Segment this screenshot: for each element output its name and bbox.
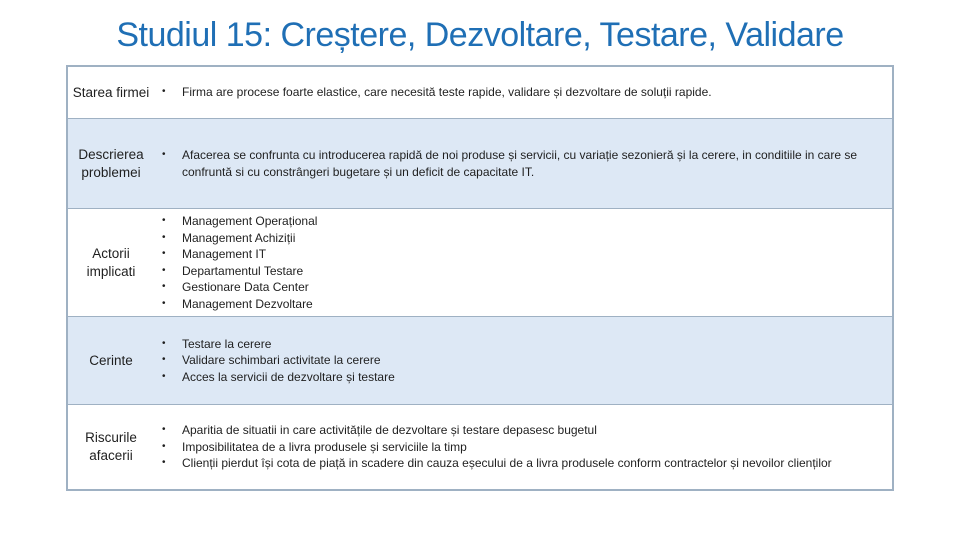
bullet-icon: • — [162, 457, 166, 469]
bullet-icon: • — [162, 248, 166, 259]
row-label: Starea firmei — [72, 84, 150, 100]
bullet-icon: • — [162, 440, 166, 452]
row-content — [154, 67, 892, 118]
row-content — [154, 209, 892, 316]
bullet-icon: • — [162, 297, 166, 309]
table-row-cerinte — [68, 317, 892, 405]
bullet-icon: • — [162, 215, 166, 226]
list-item: • Afacerea se confrunta cu introducerea rapidă de noi produse și servicii, cu variație sezonieră și la cerere, in conditiile in care se confruntă si cu constrângeri bugetare și un deficit de capacitate IT. — [154, 147, 884, 180]
row-content — [154, 405, 892, 489]
list-item: • Gestionare Data Center — [154, 279, 884, 296]
bullet-icon: • — [162, 149, 166, 160]
bullet-icon: • — [162, 281, 166, 292]
table-row-actorii-implicati — [68, 209, 892, 317]
list-item: • Testare la cerere — [154, 336, 884, 353]
bullet-icon: • — [162, 370, 166, 382]
slide-title: Studiul 15: Creștere, Dezvoltare, Testare, Validare — [116, 16, 844, 54]
list-item: • Imposibilitatea de a livra produsele și serviciile la timp — [154, 439, 884, 456]
table-row-riscurile-afacerii — [68, 405, 892, 489]
bullet-icon: • — [162, 264, 166, 276]
bullet-icon: • — [162, 354, 166, 366]
table-row-starea-firmei — [68, 67, 892, 119]
bullet-icon: • — [162, 424, 166, 436]
row-label: Riscurile afacerii — [85, 430, 137, 463]
table-row-descrierea-problemei — [68, 119, 892, 209]
bullet-icon: • — [162, 231, 166, 243]
list-item: • Clienții pierdut își cota de piață in scadere din cauza eșecului de a livra produsele conform contractelor și nevoilor clienților — [154, 455, 884, 472]
list-item: • Acces la servicii de dezvoltare și testare — [154, 369, 884, 386]
row-content — [154, 317, 892, 404]
row-label: Cerinte — [89, 352, 133, 368]
row-label: Descrierea problemei — [78, 146, 144, 180]
list-item: • Validare schimbari activitate la cerere — [154, 352, 884, 369]
list-item: • Departamentul Testare — [154, 263, 884, 280]
row-content — [154, 119, 892, 208]
list-item: • Management Dezvoltare — [154, 296, 884, 313]
list-item: • Aparitia de situatii in care activitățile de dezvoltare și testare depasesc bugetul — [154, 422, 884, 439]
bullet-icon: • — [162, 337, 166, 349]
list-item: • Management Achiziții — [154, 230, 884, 247]
list-item: • Management IT — [154, 246, 884, 263]
row-label: Actorii implicati — [86, 245, 136, 279]
bullet-icon: • — [162, 86, 166, 98]
case-study-table — [66, 65, 894, 491]
list-item: • Firma are procese foarte elastice, care necesită teste rapide, validare și dezvoltare de soluții rapide. — [154, 84, 884, 101]
list-item: • Management Operațional — [154, 213, 884, 230]
